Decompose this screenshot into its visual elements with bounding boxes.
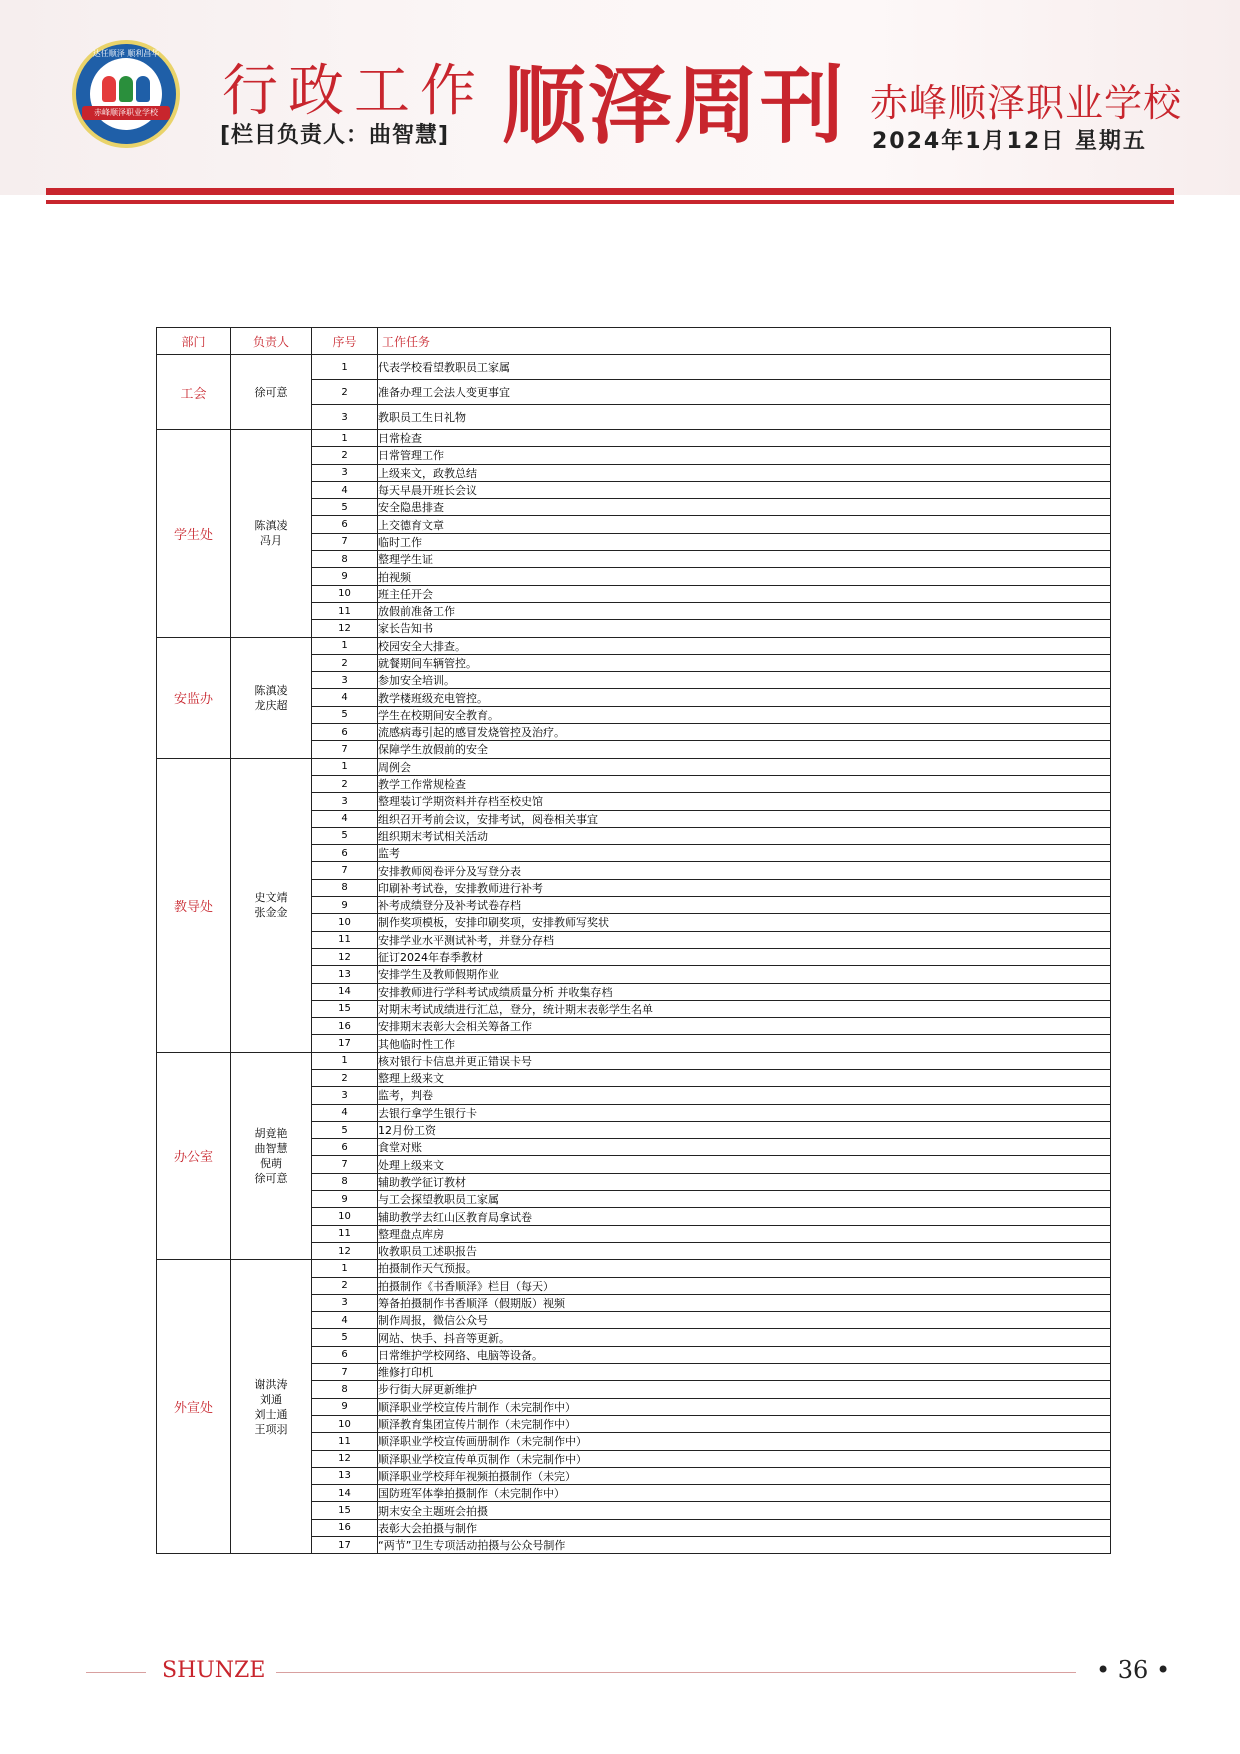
task-cell: 整理学生证 — [378, 551, 1111, 568]
seq-cell: 15 — [312, 1000, 378, 1017]
task-cell: 整理上级来文 — [378, 1069, 1111, 1086]
task-cell: 教学工作常规检查 — [378, 775, 1111, 792]
logo-motto: 达任顺泽 顺利昌华 — [92, 49, 160, 58]
person-cell: 徐可意 — [231, 355, 312, 430]
seq-cell: 7 — [312, 862, 378, 879]
task-cell: 收教职员工述职报告 — [378, 1242, 1111, 1259]
table-row — [157, 430, 1111, 447]
seq-cell: 13 — [312, 1467, 378, 1484]
task-cell: 安排期末表彰大会相关筹备工作 — [378, 1018, 1111, 1035]
dept-cell: 教导处 — [157, 758, 231, 1052]
seq-cell: 1 — [312, 430, 378, 447]
task-cell: 制作奖项模板，安排印刷奖项，安排教师写奖状 — [378, 914, 1111, 931]
seq-cell: 2 — [312, 380, 378, 405]
seq-cell: 2 — [312, 775, 378, 792]
seq-cell: 16 — [312, 1519, 378, 1536]
issue-date: 2024年1月12日 星期五 — [872, 129, 1147, 154]
task-cell: 监考 — [378, 845, 1111, 862]
seq-cell: 12 — [312, 1242, 378, 1259]
task-cell: 与工会探望教职员工家属 — [378, 1191, 1111, 1208]
task-cell: 去银行拿学生银行卡 — [378, 1104, 1111, 1121]
task-cell: 拍摄制作《书香顺泽》栏目（每天） — [378, 1277, 1111, 1294]
table-header-row — [157, 328, 1111, 355]
task-cell: 补考成绩登分及补考试卷存档 — [378, 897, 1111, 914]
column-title: 行政工作 — [222, 59, 486, 124]
seq-cell: 8 — [312, 551, 378, 568]
seq-cell: 1 — [312, 1260, 378, 1277]
dept-cell: 外宣处 — [157, 1260, 231, 1554]
seq-cell: 12 — [312, 948, 378, 965]
task-cell: 处理上级来文 — [378, 1156, 1111, 1173]
seq-cell: 2 — [312, 447, 378, 464]
table-row — [157, 1052, 1111, 1069]
seq-cell: 8 — [312, 879, 378, 896]
seq-cell: 11 — [312, 931, 378, 948]
task-cell: 征订2024年春季教材 — [378, 948, 1111, 965]
task-cell: 国防班军体拳拍摄制作（未完制作中） — [378, 1485, 1111, 1502]
seq-cell: 12 — [312, 1450, 378, 1467]
seq-cell: 10 — [312, 585, 378, 602]
person-cell: 陈滇凌 龙庆超 — [231, 637, 312, 758]
seq-cell: 2 — [312, 1069, 378, 1086]
task-cell: 核对银行卡信息并更正错误卡号 — [378, 1052, 1111, 1069]
task-cell: 顺泽教育集团宣传片制作（未完制作中） — [378, 1415, 1111, 1432]
task-cell: 安全隐患排查 — [378, 499, 1111, 516]
seq-cell: 4 — [312, 810, 378, 827]
seq-cell: 11 — [312, 1225, 378, 1242]
header-person: 负责人 — [231, 328, 312, 355]
table-row — [157, 1260, 1111, 1277]
task-cell: 教职员工生日礼物 — [378, 405, 1111, 430]
seq-cell: 10 — [312, 1208, 378, 1225]
logo-figure-icon — [119, 76, 133, 102]
seq-cell: 3 — [312, 405, 378, 430]
task-cell: 安排学生及教师假期作业 — [378, 966, 1111, 983]
task-cell: 12月份工资 — [378, 1121, 1111, 1138]
task-cell: 顺泽职业学校宣传片制作（未完制作中） — [378, 1398, 1111, 1415]
task-cell: 辅助教学去红山区教育局拿试卷 — [378, 1208, 1111, 1225]
task-cell: 筹备拍摄制作书香顺泽（假期版）视频 — [378, 1294, 1111, 1311]
task-cell: 班主任开会 — [378, 585, 1111, 602]
seq-cell: 9 — [312, 1191, 378, 1208]
seq-cell: 8 — [312, 1173, 378, 1190]
task-cell: 整理装订学期资料并存档至校史馆 — [378, 793, 1111, 810]
header-dept: 部门 — [157, 328, 231, 355]
task-cell: 就餐期间车辆管控。 — [378, 654, 1111, 671]
task-cell: 其他临时性工作 — [378, 1035, 1111, 1052]
seq-cell: 9 — [312, 1398, 378, 1415]
seq-cell: 6 — [312, 845, 378, 862]
task-cell: 教学楼班级充电管控。 — [378, 689, 1111, 706]
footer-divider — [276, 1672, 1076, 1673]
task-cell: 上交德育文章 — [378, 516, 1111, 533]
task-cell: 流感病毒引起的感冒发烧管控及治疗。 — [378, 724, 1111, 741]
seq-cell: 7 — [312, 1364, 378, 1381]
task-cell: 日常维护学校网络、电脑等设备。 — [378, 1346, 1111, 1363]
task-cell: 家长告知书 — [378, 620, 1111, 637]
seq-cell: 6 — [312, 724, 378, 741]
seq-cell: 4 — [312, 1312, 378, 1329]
dept-cell: 安监办 — [157, 637, 231, 758]
seq-cell: 1 — [312, 355, 378, 380]
task-cell: 周例会 — [378, 758, 1111, 775]
task-cell: 准备办理工会法人变更事宜 — [378, 380, 1111, 405]
seq-cell: 1 — [312, 1052, 378, 1069]
task-cell: 放假前准备工作 — [378, 602, 1111, 619]
task-cell: 临时工作 — [378, 533, 1111, 550]
task-cell: 代表学校看望教职员工家属 — [378, 355, 1111, 380]
dept-cell: 工会 — [157, 355, 231, 430]
seq-cell: 3 — [312, 793, 378, 810]
task-cell: 拍摄制作天气预报。 — [378, 1260, 1111, 1277]
seq-cell: 14 — [312, 983, 378, 1000]
seq-cell: 3 — [312, 672, 378, 689]
task-cell: 步行街大屏更新维护 — [378, 1381, 1111, 1398]
seq-cell: 16 — [312, 1018, 378, 1035]
task-cell: 组织期末考试相关活动 — [378, 827, 1111, 844]
page-number: • 36 • — [1096, 1656, 1171, 1684]
seq-cell: 3 — [312, 464, 378, 481]
person-cell: 史文靖 张金金 — [231, 758, 312, 1052]
header-num: 序号 — [312, 328, 378, 355]
seq-cell: 6 — [312, 516, 378, 533]
seq-cell: 10 — [312, 914, 378, 931]
seq-cell: 3 — [312, 1087, 378, 1104]
seq-cell: 11 — [312, 1433, 378, 1450]
seq-cell: 7 — [312, 533, 378, 550]
seq-cell: 6 — [312, 1346, 378, 1363]
footer-divider — [86, 1672, 146, 1673]
school-name: 赤峰顺泽职业学校 — [870, 81, 1183, 125]
seq-cell: 2 — [312, 1277, 378, 1294]
task-cell: 顺泽职业学校拜年视频拍摄制作（未完） — [378, 1467, 1111, 1484]
seq-cell: 5 — [312, 706, 378, 723]
footer-brand: SHUNZE — [162, 1658, 266, 1683]
seq-cell: 1 — [312, 637, 378, 654]
seq-cell: 4 — [312, 481, 378, 498]
task-cell: 维修打印机 — [378, 1364, 1111, 1381]
task-cell: 保障学生放假前的安全 — [378, 741, 1111, 758]
task-cell: “两节”卫生专项活动拍摄与公众号制作 — [378, 1537, 1111, 1554]
seq-cell: 14 — [312, 1485, 378, 1502]
seq-cell: 10 — [312, 1415, 378, 1432]
seq-cell: 8 — [312, 1381, 378, 1398]
table-body — [157, 355, 1111, 1554]
seq-cell: 5 — [312, 1329, 378, 1346]
task-cell: 制作周报，微信公众号 — [378, 1312, 1111, 1329]
column-editor: [栏目负责人：曲智慧] — [220, 123, 450, 148]
dept-cell: 办公室 — [157, 1052, 231, 1260]
task-cell: 监考，判卷 — [378, 1087, 1111, 1104]
task-cell: 日常检查 — [378, 430, 1111, 447]
task-cell: 拍视频 — [378, 568, 1111, 585]
task-cell: 安排学业水平测试补考，并登分存档 — [378, 931, 1111, 948]
table-row — [157, 758, 1111, 775]
task-cell: 每天早晨开班长会议 — [378, 481, 1111, 498]
seq-cell: 3 — [312, 1294, 378, 1311]
person-cell: 胡竟艳 曲智慧 倪萌 徐可意 — [231, 1052, 312, 1260]
task-cell: 食堂对账 — [378, 1139, 1111, 1156]
person-cell: 陈滇凌 冯月 — [231, 430, 312, 638]
seq-cell: 17 — [312, 1035, 378, 1052]
person-cell: 谢洪涛 刘通 刘士通 王项羽 — [231, 1260, 312, 1554]
seq-cell: 7 — [312, 741, 378, 758]
task-cell: 表彰大会拍摄与制作 — [378, 1519, 1111, 1536]
task-cell: 顺泽职业学校宣传单页制作（未完制作中） — [378, 1450, 1111, 1467]
task-table — [156, 327, 1111, 1554]
school-logo — [72, 40, 180, 148]
logo-school-band: 赤峰顺泽职业学校 — [82, 106, 170, 120]
seq-cell: 12 — [312, 620, 378, 637]
seq-cell: 7 — [312, 1156, 378, 1173]
table-row — [157, 355, 1111, 380]
dept-cell: 学生处 — [157, 430, 231, 638]
task-cell: 组织召开考前会议，安排考试，阅卷相关事宜 — [378, 810, 1111, 827]
task-cell: 辅助教学征订教材 — [378, 1173, 1111, 1190]
task-cell: 对期末考试成绩进行汇总，登分，统计期末表彰学生名单 — [378, 1000, 1111, 1017]
task-cell: 印刷补考试卷，安排教师进行补考 — [378, 879, 1111, 896]
seq-cell: 1 — [312, 758, 378, 775]
seq-cell: 4 — [312, 1104, 378, 1121]
header-rule-thin — [46, 200, 1174, 204]
seq-cell: 17 — [312, 1537, 378, 1554]
seq-cell: 9 — [312, 568, 378, 585]
task-cell: 参加安全培训。 — [378, 672, 1111, 689]
task-cell: 期末安全主题班会拍摄 — [378, 1502, 1111, 1519]
task-cell: 顺泽职业学校宣传画册制作（未完制作中） — [378, 1433, 1111, 1450]
seq-cell: 2 — [312, 654, 378, 671]
seq-cell: 5 — [312, 499, 378, 516]
task-cell: 上级来文，政教总结 — [378, 464, 1111, 481]
task-cell: 安排教师进行学科考试成绩质量分析 并收集存档 — [378, 983, 1111, 1000]
task-cell: 网站、快手、抖音等更新。 — [378, 1329, 1111, 1346]
task-cell: 安排教师阅卷评分及写登分表 — [378, 862, 1111, 879]
header-rule-thick — [46, 188, 1174, 195]
seq-cell: 4 — [312, 689, 378, 706]
task-cell: 校园安全大排查。 — [378, 637, 1111, 654]
logo-figure-icon — [136, 76, 150, 102]
task-cell: 整理盘点库房 — [378, 1225, 1111, 1242]
logo-figure-icon — [102, 76, 116, 102]
header-task: 工作任务 — [378, 328, 1111, 355]
magazine-title: 顺泽周刊 — [502, 56, 847, 155]
seq-cell: 11 — [312, 602, 378, 619]
seq-cell: 5 — [312, 827, 378, 844]
task-cell: 日常管理工作 — [378, 447, 1111, 464]
table-row — [157, 637, 1111, 654]
seq-cell: 6 — [312, 1139, 378, 1156]
seq-cell: 13 — [312, 966, 378, 983]
task-cell: 学生在校期间安全教育。 — [378, 706, 1111, 723]
seq-cell: 5 — [312, 1121, 378, 1138]
seq-cell: 15 — [312, 1502, 378, 1519]
seq-cell: 9 — [312, 897, 378, 914]
